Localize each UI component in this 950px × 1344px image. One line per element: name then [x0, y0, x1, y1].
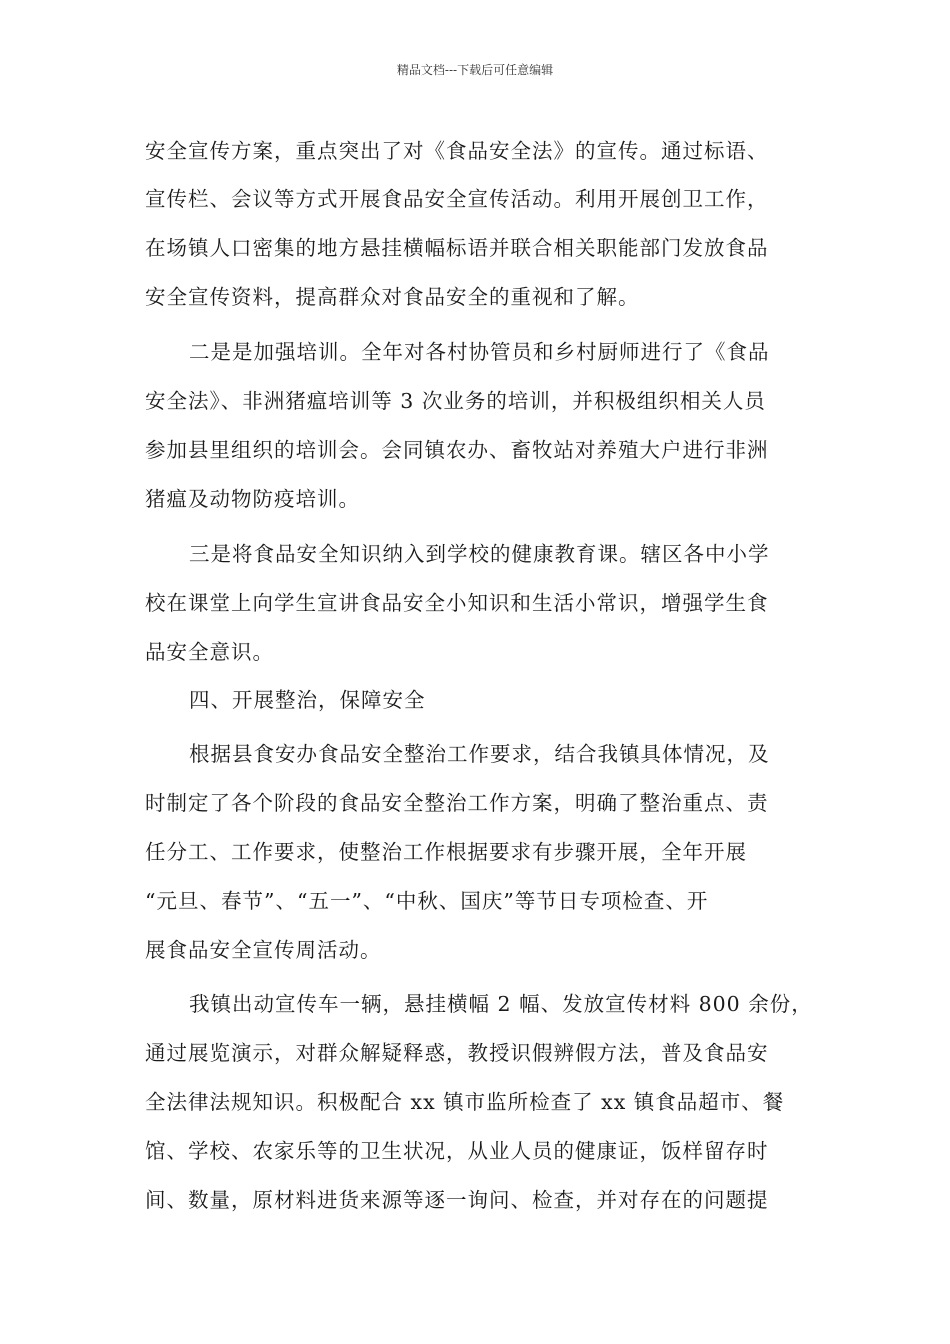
text-line: 品安全意识。: [145, 640, 274, 664]
text-line: 全法律法规知识。积极配合 xx 镇市监所检查了 xx 镇食品超市、餐: [145, 1090, 785, 1114]
text-line: 安全宣传资料，提高群众对食品安全的重视和了解。: [145, 285, 640, 309]
text-line: 校在课堂上向学生宣讲食品安全小知识和生活小常识，增强学生食: [145, 591, 769, 615]
text-line: 展食品安全宣传周活动。: [145, 938, 382, 962]
section-heading: 四、开展整治，保障安全: [189, 688, 426, 712]
text-line: 根据县食安办食品安全整治工作要求，结合我镇具体情况，及: [189, 742, 770, 766]
text-line: 间、数量，原材料进货来源等逐一询问、检查，并对存在的问题提: [145, 1188, 769, 1212]
text-line: 宣传栏、会议等方式开展食品安全宣传活动。利用开展创卫工作，: [145, 187, 769, 211]
text-line: 任分工、工作要求，使整治工作根据要求有步骤开展，全年开展: [145, 840, 747, 864]
text-line: 安全法》、非洲猪瘟培训等 3 次业务的培训，并积极组织相关人员: [145, 389, 766, 413]
page-header: 精品文档---下载后可任意编辑: [396, 63, 554, 77]
text-line: 通过展览演示，对群众解疑释惑，教授识假辨假方法，普及食品安: [145, 1041, 769, 1065]
text-line: 二是是加强培训。全年对各村协管员和乡村厨师进行了《食品: [189, 340, 770, 364]
text-line: 猪瘟及动物防疫培训。: [145, 487, 360, 511]
text-line: 馆、学校、农家乐等的卫生状况，从业人员的健康证，饭样留存时: [145, 1139, 769, 1163]
text-line: “元旦、春节”、“五一”、“中秋、国庆”等节日专项检查、开: [145, 889, 709, 913]
text-line: 参加县里组织的培训会。会同镇农办、畜牧站对养殖大户进行非洲: [145, 438, 769, 462]
text-line: 我镇出动宣传车一辆，悬挂横幅 2 幅、发放宣传材料 800 余份，: [189, 992, 813, 1016]
text-line: 三是将食品安全知识纳入到学校的健康教育课。辖区各中小学: [189, 542, 770, 566]
text-line: 时制定了各个阶段的食品安全整治工作方案，明确了整治重点、责: [145, 791, 769, 815]
text-line: 在场镇人口密集的地方悬挂横幅标语并联合相关职能部门发放食品: [145, 236, 769, 260]
text-line: 安全宣传方案，重点突出了对《食品安全法》的宣传。通过标语、: [145, 139, 769, 163]
